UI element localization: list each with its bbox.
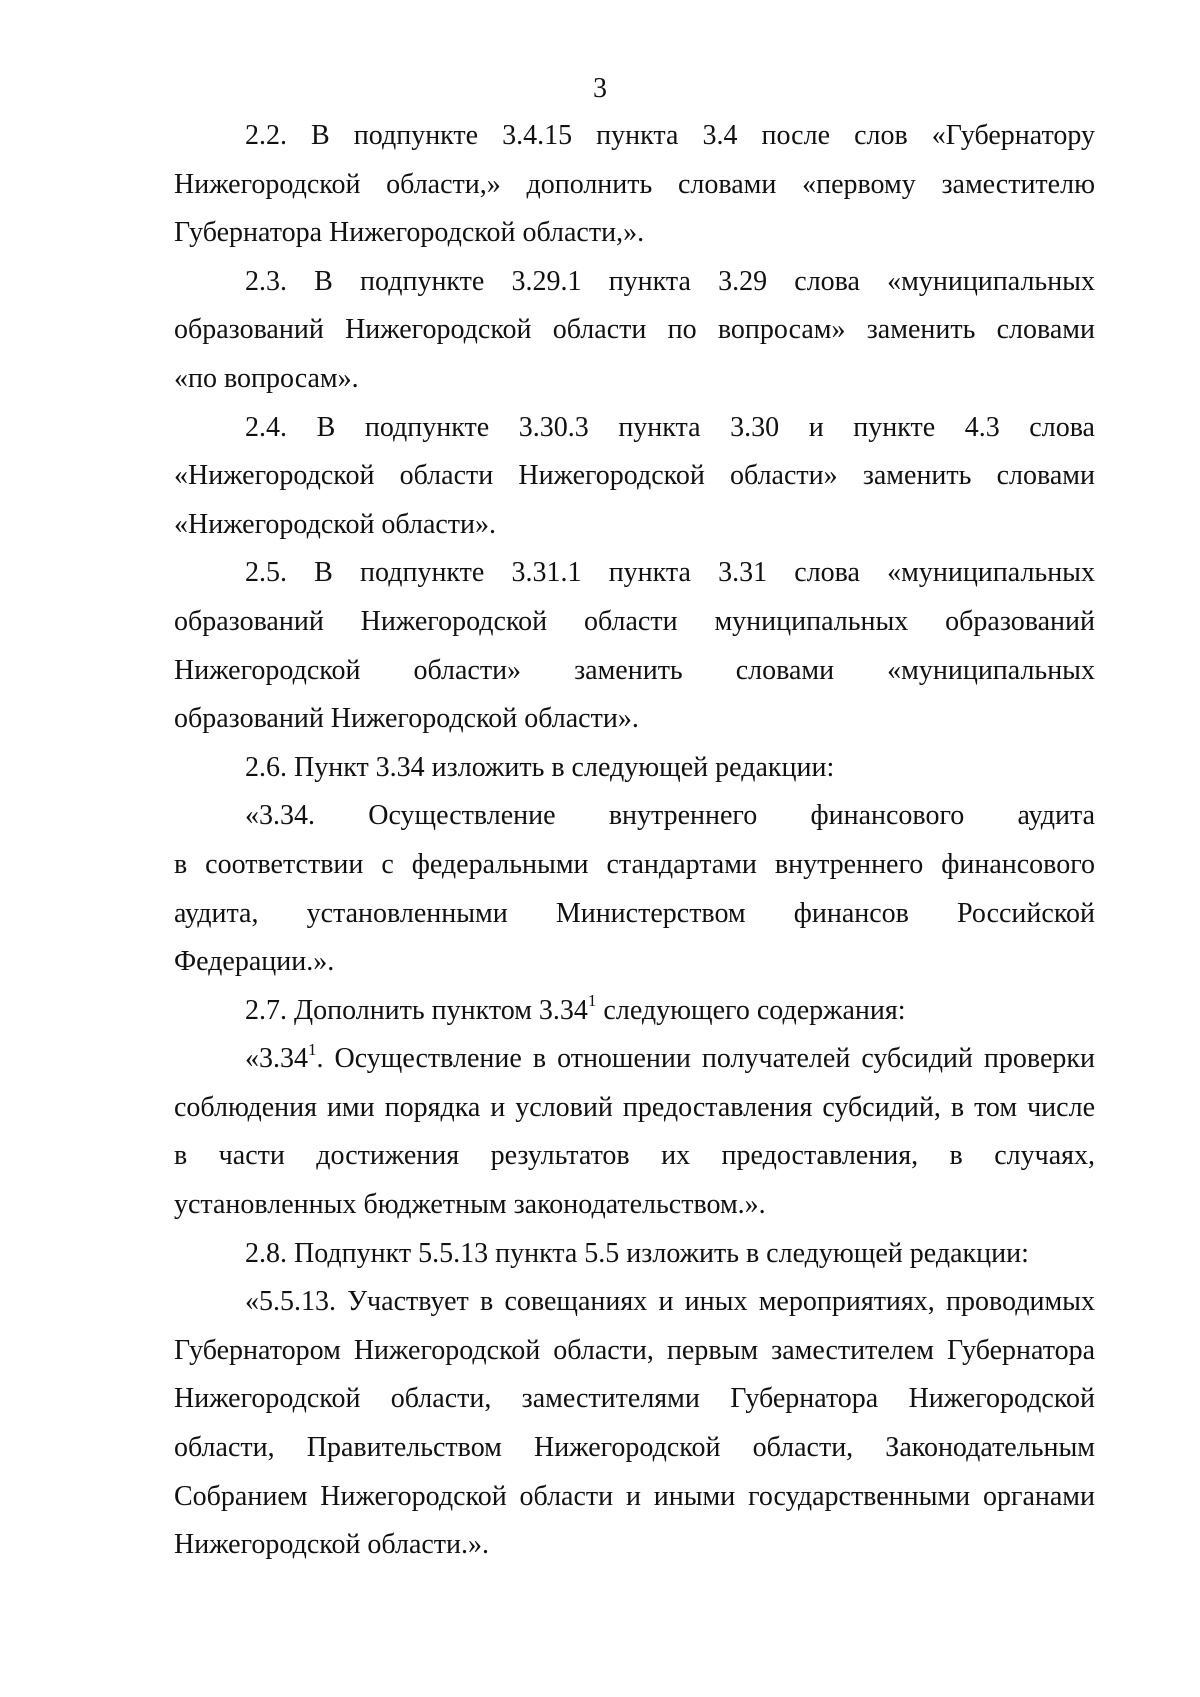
text-line: Нижегородской области» заменить словами «муниципальных	[174, 654, 1095, 686]
text-line: в части достижения результатов их предоставления, в случаях,	[174, 1140, 1095, 1172]
text-line: 2.3. В подпункте 3.29.1 пункта 3.29 слова «муниципальных	[245, 265, 1095, 297]
text-line: «по вопросам».	[174, 362, 359, 394]
text-line: Нижегородской области,» дополнить словами «первому заместителю	[174, 168, 1095, 200]
text-fragment: 2.7. Дополнить пунктом 3.34	[245, 994, 588, 1026]
text-line: 2.2. В подпункте 3.4.15 пункта 3.4 после слов «Губернатору	[245, 120, 1095, 151]
text-line: Нижегородской области.».	[174, 1529, 490, 1561]
text-line: Губернатора Нижегородской области,».	[174, 217, 645, 249]
text-line: соблюдения ими порядка и условий предоставления субсидий, в том числе	[174, 1091, 1095, 1123]
text-line: образований Нижегородской области».	[174, 703, 639, 735]
page-number: 3	[593, 73, 607, 104]
text-line: «5.5.13. Участвует в совещаниях и иных мероприятиях, проводимых	[245, 1286, 1095, 1318]
text-fragment: «3.34	[245, 1043, 308, 1075]
text-line: в соответствии с федеральными стандартами внутреннего финансового	[174, 848, 1095, 880]
text-line	[174, 1035, 1095, 1084]
text-line: 2.4. В подпункте 3.30.3 пункта 3.30 и пункте 4.3 слова	[245, 411, 1095, 443]
text-line: «Нижегородской области Нижегородской области» заменить словами	[174, 460, 1095, 492]
text-line: образований Нижегородской области по вопросам» заменить словами	[174, 314, 1095, 346]
text-fragment: следующего содержания:	[596, 994, 906, 1026]
text-line: «Нижегородской области».	[174, 508, 497, 540]
superscript: 1	[587, 991, 597, 1011]
paragraph-2-2	[174, 112, 1095, 258]
paragraph-2-4	[174, 404, 1095, 550]
paragraph-3-34-quote	[174, 792, 1095, 986]
text-line	[174, 987, 1095, 1036]
text-line: области, Правительством Нижегородской области, Законодательным	[174, 1432, 1095, 1464]
text-line: 2.6. Пункт 3.34 изложить в следующей редакции:	[245, 751, 835, 783]
text-line: 2.5. В подпункте 3.31.1 пункта 3.31 слова «муниципальных	[245, 557, 1095, 589]
text-line: Губернатором Нижегородской области, первым заместителем Губернатора	[174, 1334, 1095, 1366]
paragraph-2-3	[174, 258, 1095, 404]
paragraph-2-7	[174, 987, 1095, 1036]
text-line: «3.34. Осуществление внутреннего финансового аудита	[245, 800, 1095, 832]
paragraph-3-34-1-quote	[174, 1035, 1095, 1229]
text-line: Собранием Нижегородской области и иными государственными органами	[174, 1480, 1095, 1512]
paragraph-2-6	[174, 744, 1095, 793]
text-fragment: . Осуществление в отношении получателей субсидий проверки	[316, 1043, 1095, 1075]
paragraph-2-5	[174, 549, 1095, 743]
text-line: аудита, установленными Министерством финансов Российской	[174, 897, 1095, 929]
superscript: 1	[308, 1039, 317, 1059]
text-line: 2.8. Подпункт 5.5.13 пункта 5.5 изложить в следующей редакции:	[245, 1237, 1029, 1269]
text-line: Нижегородской области, заместителями Губернатора Нижегородской	[174, 1383, 1095, 1415]
paragraph-2-8	[174, 1230, 1095, 1279]
text-line: образований Нижегородской области муниципальных образований	[174, 605, 1095, 637]
paragraph-5-5-13-quote	[174, 1278, 1095, 1570]
document-body	[174, 112, 1095, 1570]
text-line: установленных бюджетным законодательством.».	[174, 1189, 766, 1221]
text-line: Федерации.».	[174, 946, 335, 978]
